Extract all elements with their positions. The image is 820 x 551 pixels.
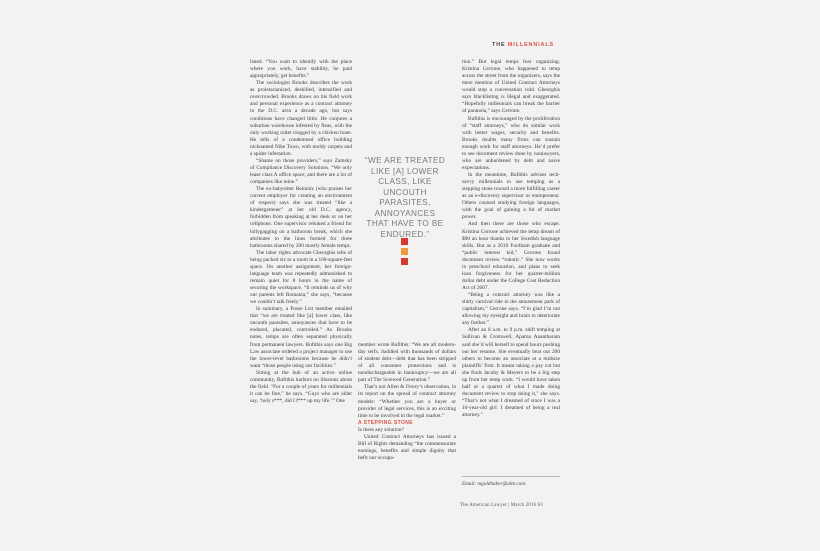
divider [462, 476, 560, 477]
decorative-square-red [401, 258, 408, 265]
author-email: Email: mgoldhaber@alm.com. [462, 481, 527, 487]
paragraph: In summary, a Posse List member emailed that “we are treated like [a] lower class, like uncouth parasites, annoyances that have to be endured, placated, controlled.” As Brooks notes, temps are often separated physically from permanent lawyers. Bufithis says one Big Law associate ordered a project manager to use the lower-level bathrooms because he didn’t want “those people using our facilities.” [250, 306, 352, 369]
paragraph: After an 8 a.m. to 9 p.m. shift temping at Sullivan & Cromwell, Aparna Anantharam said she’d will herself to spend hours pushing out her resume. She eventually beat out 200 others to become an associate at a midsize plaintiffs’ firm. It meant taking a pay cut but she finds Jacoby & Meyers to be a big step up from her temp work. “I would have taken half or a quarter of what I made doing document review to stop doing it,” she says. “That’s not what I dreamed of since I was a 10-year-old girl. I dreamed of being a real attorney.” [462, 327, 560, 419]
right-column [462, 59, 560, 479]
paragraph: tion.” But legal temps fear organizing. Kristina Cerrone, who happened to temp across the street from the organizers, says the mere mention of United Contract Attorneys would stop a conversation cold. Gheorghis says blacklisting is illegal and exaggerated. “Hopefully millennials can break the barrier of paranoia,” says Cerrone. [462, 59, 560, 115]
subhead: A STEPPING STONE [358, 419, 414, 426]
paragraph: “Being a contract attorney was like a shitty carnival ride in the amusement park of capitalism,” Cerrone says. “I’m glad I’m not allowing my eyesight and brain to deteriorate any further.” [462, 292, 560, 327]
paragraph: And then there are those who escape. Kristina Cerrone achieved the temp dream of $90 an hour thanks to her Swedish language skills. But as a 2010 Fordham graduate and “public interest kid,” Cerrone found document review “robotic.” She now works in preschool education, and plans to seek loan forgiveness for her quarter-million dollar debt under the College Cost Reduction Act of 2007. [462, 221, 560, 291]
decorative-square-red [401, 238, 408, 245]
paragraph: Bufithis is encouraged by the proliferation of “staff attorneys,” who do similar work with better wages, security and benefits. Brooks doubts many firms can sustain enough work for staff attorneys. He’d prefer to see document review done by nonlawyers, who are unburdened by debt and naive expectations. [462, 115, 560, 171]
section-header [492, 42, 562, 48]
paragraph: That’s not Allen & Overy’s observation, in its report on the spread of contract attorney models: “Whether you are a buyer or provider of legal services, this is an exciting time to be involved in the legal market.” [358, 384, 456, 419]
decorative-square-orange [401, 248, 408, 255]
paragraph: The ex-babysitter Reinnitz (who praises her current employer for creating an environment of respect) says she was treated “like a kindergartener” at her old D.C. agency, forbidden from speaking at her desk or on her cellphone. One supervisor rebuked a friend for lollygagging on a bathroom break, which she attributes to the lines formed for three bathrooms shared by 200 mostly female temps. [250, 186, 352, 249]
paragraph: The labor rights advocate Gheorghis tells of being packed six to a room in a 100-square-feet space. On another assignment, her foreign-language team was repeatedly admonished to remain quiet for 8 hours in the name of securing the workspace. “It reminds us of why our parents left Romania,” she says, “because we couldn’t talk freely.” [250, 249, 352, 306]
paragraph: Is there any solution? [358, 426, 404, 433]
paragraph: member wrote Bufithis: “We are all modern-day serfs. Saddled with thousands of dollars of student debt—debt that has been stripped of all consumer protections and is nondischargeable in bankruptcy—we are all part of The Screwed Generation.” [358, 342, 456, 384]
section-header-title: MILLENNIALS [507, 42, 555, 48]
section-header-the: THE [492, 42, 506, 48]
paragraph: Sitting at the hub of an active online community, Bufithis harbors no illusions about the field. “For a couple of years for millennials it can be fine,” he says. “Guys who are older say, ‘holy s***, did I f*** up my life.’” One [250, 369, 352, 404]
left-column [250, 59, 352, 479]
paragraph: In the meantime, Bufithis advises tech-savvy millennials to use temping as a stepping stone toward a more fulfilling career as an e-discovery supervisor or entrepreneur. Others counsel studying foreign languages, with the goal of gaining a bit of market power. [462, 172, 560, 221]
paragraph: “Shame on those providers,” says Zamsky of Compliance Discovery Solutions. “We only lease class A office space, and there are a lot of companies like mine.” [250, 157, 352, 186]
pull-quote: “WE ARE TREATED LIKE [A] LOWER CLASS, LIKE UNCOUTH PARASITES, ANNOYANCES THAT HAVE TO BE ENDURED.” [364, 156, 446, 239]
paragraph: listed. “You want to identify with the place where you work, have stability, be paid appropriately, get benefits.” [250, 59, 352, 80]
middle-column [358, 342, 456, 461]
paragraph: The sociologist Brooks describes the work as proletarianized, deskilled, intensified and overcrowded. Brooks draws on his field work and personal experience as a contract attorney in the D.C. area a decade ago, but says conditions have changed little. He conjures a suburban warehouse infested by fleas, with the only working toilet clogged by a chicken bone. He tells of a condemned office building nicknamed Nike Town, with moldy carpets and a spider infestation. [250, 80, 352, 157]
paragraph: United Contract Attorneys has issued a Bill of Rights demanding “the commensurate earnings, benefits and simple dignity that befit our occupa- [358, 433, 456, 461]
page-footer: The American Lawyer | March 2016 63 [460, 503, 543, 508]
